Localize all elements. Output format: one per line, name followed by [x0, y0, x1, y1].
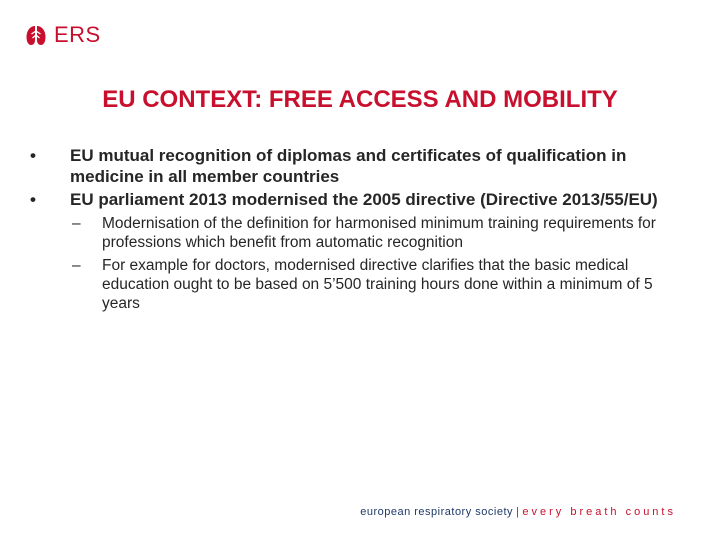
sub-bullet-marker: – [72, 257, 81, 274]
sub-bullet-text: Modernisation of the definition for harmonised minimum training requirements for professions which benefit from automatic recognition [102, 215, 656, 251]
footer-tagline [360, 506, 676, 518]
bullet-item [30, 145, 690, 187]
society-name: european respiratory society [360, 506, 514, 518]
sub-bullet-item [30, 214, 690, 252]
bullet-item [30, 189, 690, 210]
logo-text: ERS [54, 22, 101, 47]
bullet-marker: • [30, 146, 36, 165]
tagline: every breath counts [522, 506, 676, 518]
bullet-marker: • [30, 190, 36, 209]
sub-bullet-marker: – [72, 215, 81, 232]
bullet-list [30, 145, 690, 313]
ers-logo [26, 24, 101, 46]
footer-separator: | [516, 506, 520, 518]
bullet-text: EU parliament 2013 modernised the 2005 directive (Directive 2013/55/EU) [70, 190, 658, 209]
slide-title: EU CONTEXT: FREE ACCESS AND MOBILITY [102, 86, 618, 113]
sub-bullet-item [30, 256, 690, 313]
lungs-icon [26, 24, 46, 46]
sub-bullet-text: For example for doctors, modernised directive clarifies that the basic medical education ought to be based on 5’500 training hours done within a minimum of 5 years [102, 257, 653, 312]
bullet-text: EU mutual recognition of diplomas and certificates of qualification in medicine in all member countries [70, 146, 627, 186]
